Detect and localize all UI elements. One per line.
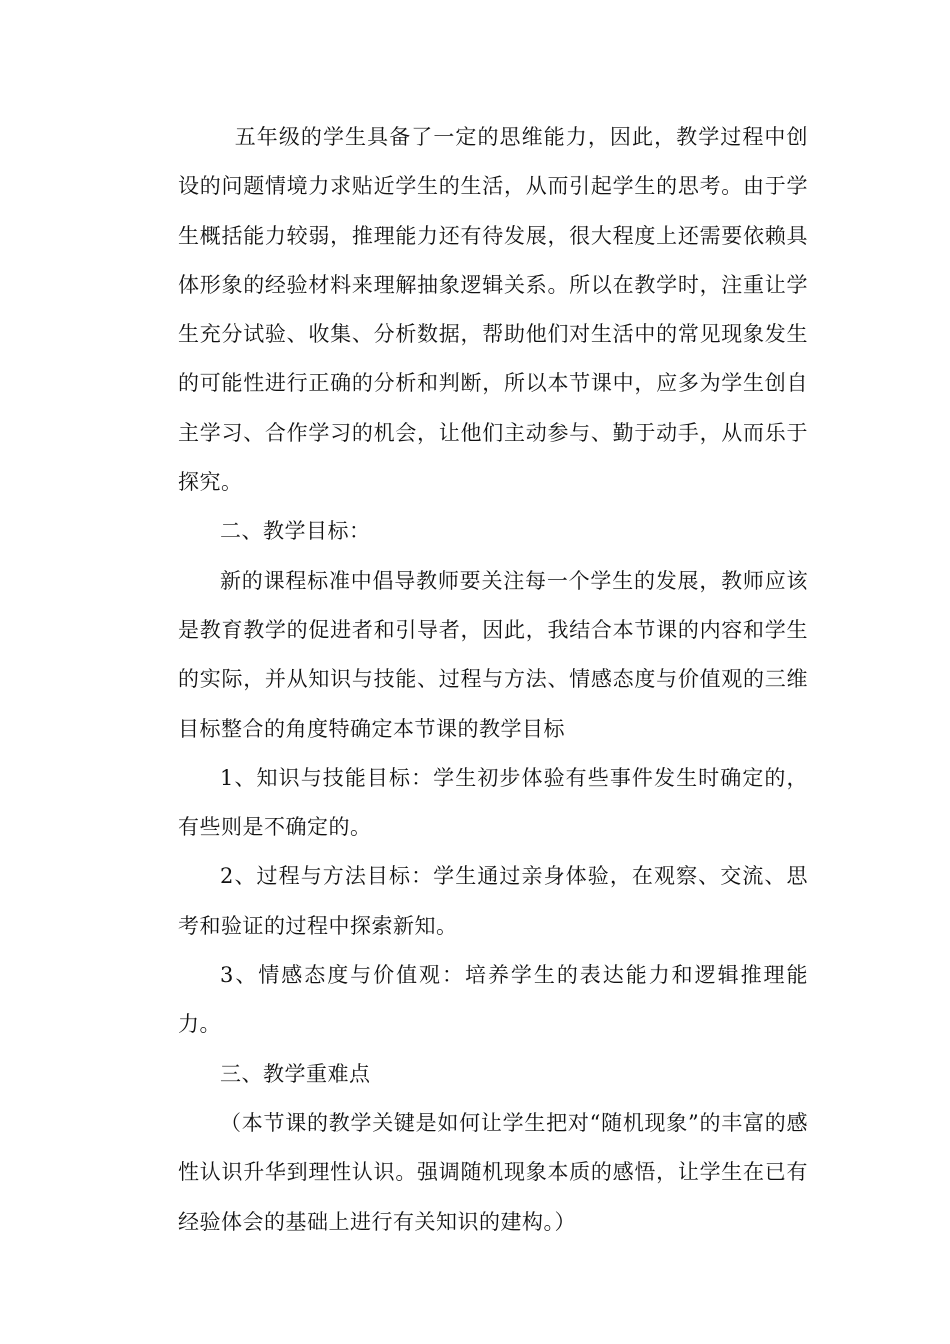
paragraph-curriculum-standard: 新的课程标准中倡导教师要关注每一个学生的发展，教师应该是教育教学的促进者和引导者，因此，我结合本节课的内容和学生的实际，并从知识与技能、过程与方法、情感态度与价值观的三维目标整合的角度特确定本节课的教学目标 bbox=[178, 568, 808, 741]
heading-key-difficulties: 三、教学重难点 bbox=[220, 1061, 371, 1086]
document-body bbox=[178, 113, 808, 1247]
paragraph-lesson-key: （本节课的教学关键是如何让学生把对“随机现象”的丰富的感性认识升华到理性认识。强调随机现象本质的感悟，让学生在已有经验体会的基础上进行有关知识的建构。） bbox=[178, 1110, 808, 1234]
paragraph-process-method-goal: 2、过程与方法目标：学生通过亲身体验，在观察、交流、思考和验证的过程中探索新知。 bbox=[178, 864, 808, 938]
heading-teaching-goals: 二、教学目标： bbox=[220, 519, 371, 544]
paragraph-emotion-value-goal: 3、情感态度与价值观：培养学生的表达能力和逻辑推理能力。 bbox=[178, 963, 808, 1037]
paragraph-knowledge-skill-goal: 1、知识与技能目标：学生初步体验有些事件发生时确定的，有些则是不确定的。 bbox=[178, 765, 808, 840]
paragraph-student-analysis: 五年级的学生具备了一定的思维能力，因此，教学过程中创设的问题情境力求贴近学生的生活，从而引起学生的思考。由于学生概括能力较弱，推理能力还有待发展，很大程度上还需要依赖具体形象的经验材料来理解抽象逻辑关系。所以在教学时，注重让学生充分试验、收集、分析数据，帮助他们对生活中的常见现象发生的可能性进行正确的分析和判断，所以本节课中，应多为学生创自主学习、合作学习的机会，让他们主动参与、勤于动手，从而乐于探究。 bbox=[178, 125, 808, 495]
